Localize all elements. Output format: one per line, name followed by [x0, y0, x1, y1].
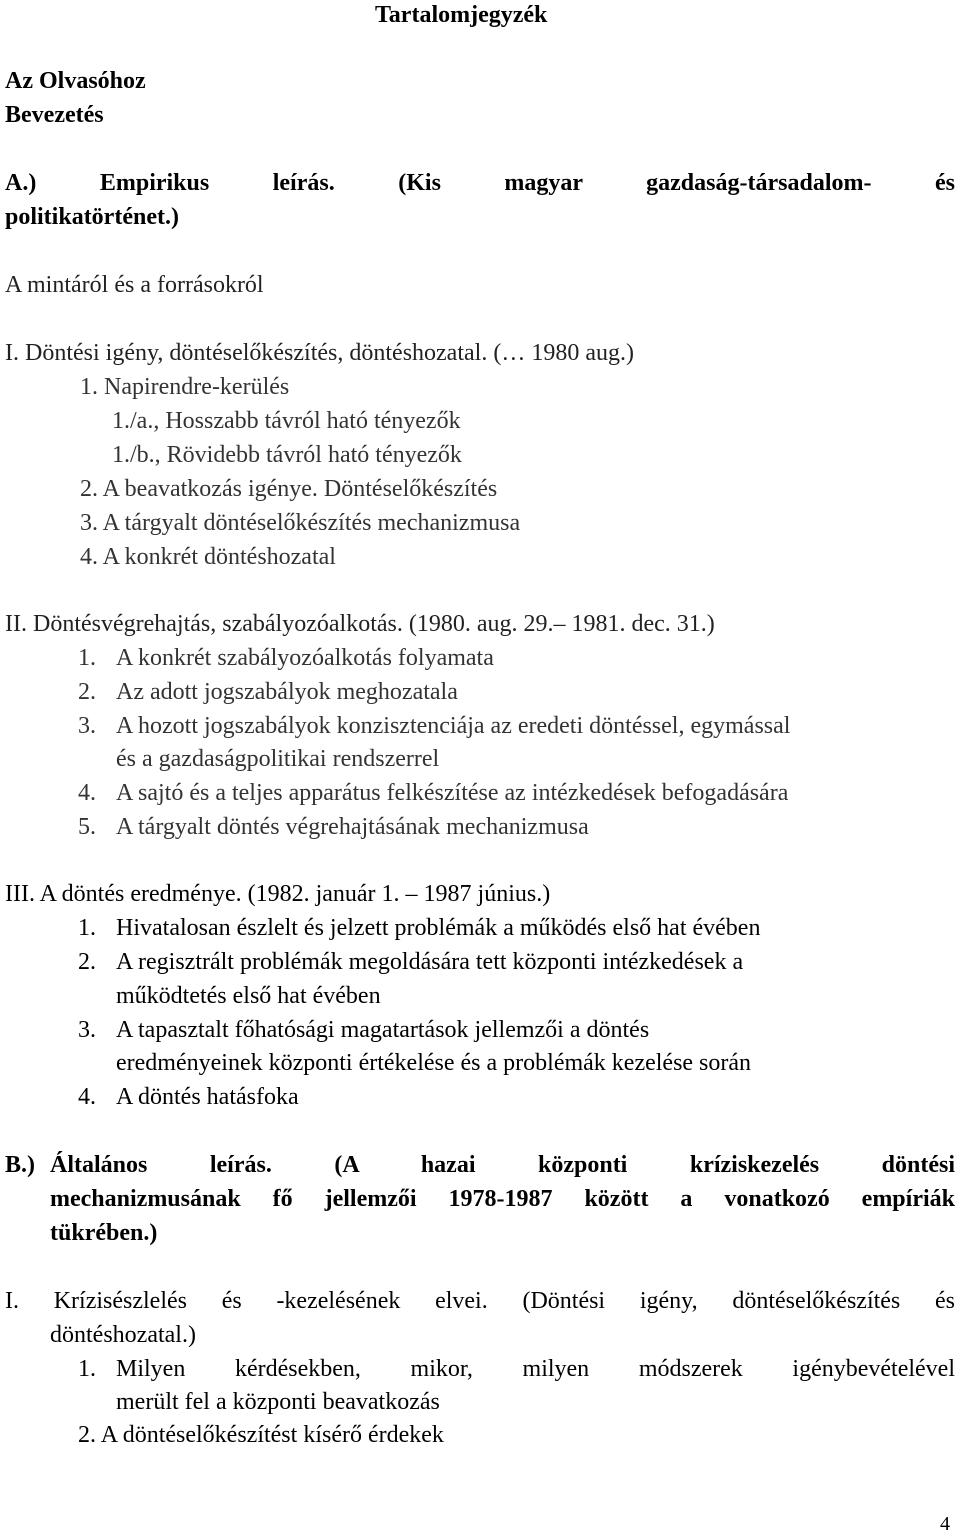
toc-front-bevezetes: Bevezetés	[5, 102, 104, 128]
toc-b-chapter-i-cont: döntéshozatal.)	[50, 1322, 196, 1348]
toc-item-cont: működtetés első hat évében	[116, 983, 381, 1009]
part-b-heading-cont: mechanizmusának fő jellemzői 1978-1987 között a vonatkozó empíriák	[50, 1186, 955, 1212]
part-b-heading-end: tükrében.)	[50, 1220, 158, 1246]
toc-item: 1./b., Rövidebb távról ható tényezők	[112, 442, 462, 468]
toc-front-olvasohoz: Az Olvasóhoz	[5, 68, 146, 94]
toc-chapter-i: I. Döntési igény, döntéselőkészítés, döntéshozatal. (… 1980 aug.)	[5, 340, 634, 366]
toc-item: 2. A döntéselőkészítést kísérő érdekek	[78, 1422, 444, 1448]
toc-item: 2. A regisztrált problémák megoldására tett központi intézkedések a	[78, 949, 744, 975]
part-b-label: B.)	[5, 1152, 35, 1178]
toc-item: 3. A tapasztalt főhatósági magatartások jellemzői a döntés	[78, 1017, 650, 1043]
toc-item: 3. A hozott jogszabályok konzisztenciája az eredeti döntéssel, egymással	[78, 713, 791, 739]
page-title: Tartalomjegyzék	[375, 2, 548, 28]
toc-item: 4. A döntés hatásfoka	[78, 1084, 299, 1110]
toc-item: 2. Az adott jogszabályok meghozatala	[78, 679, 458, 705]
part-a-heading-cont: politikatörténet.)	[5, 204, 179, 230]
toc-item: 3. A tárgyalt döntéselőkészítés mechanizmusa	[80, 510, 521, 536]
toc-item: 5. A tárgyalt döntés végrehajtásának mechanizmusa	[78, 814, 589, 840]
part-b-heading: Általános leírás. (A hazai központi kríziskezelés döntési	[50, 1152, 955, 1178]
toc-sources: A mintáról és a forrásokról	[5, 272, 264, 298]
toc-b-chapter-i: I. Krízisészlelés és -kezelésének elvei. (Döntési igény, döntéselőkészítés és	[5, 1288, 955, 1314]
toc-item-cont: merült fel a központi beavatkozás	[116, 1389, 440, 1415]
page-number: 4	[940, 1513, 950, 1535]
toc-item: 1. Milyen kérdésekben, mikor, milyen módszerek igénybevételével	[78, 1356, 955, 1382]
toc-chapter-ii: II. Döntésvégrehajtás, szabályozóalkotás. (1980. aug. 29.– 1981. dec. 31.)	[5, 611, 715, 637]
toc-item-cont: és a gazdaságpolitikai rendszerrel	[116, 746, 440, 772]
toc-chapter-iii: III. A döntés eredménye. (1982. január 1. – 1987 június.)	[5, 881, 551, 907]
toc-item: 2. A beavatkozás igénye. Döntéselőkészítés	[80, 476, 498, 502]
toc-item: 1./a., Hosszabb távról ható tényezők	[112, 408, 461, 434]
toc-item: 1. Hivatalosan észlelt és jelzett problémák a működés első hat évében	[78, 915, 761, 941]
toc-item: 4. A sajtó és a teljes apparátus felkészítése az intézkedések befogadására	[78, 780, 789, 806]
toc-item: 4. A konkrét döntéshozatal	[80, 544, 336, 570]
part-a-heading: A.) Empirikus leírás. (Kis magyar gazdaság-társadalom- és	[5, 170, 955, 196]
toc-item: 1. A konkrét szabályozóalkotás folyamata	[78, 645, 494, 671]
toc-item-cont: eredményeinek központi értékelése és a problémák kezelése során	[116, 1050, 752, 1076]
toc-item: 1. Napirendre-kerülés	[80, 374, 290, 400]
